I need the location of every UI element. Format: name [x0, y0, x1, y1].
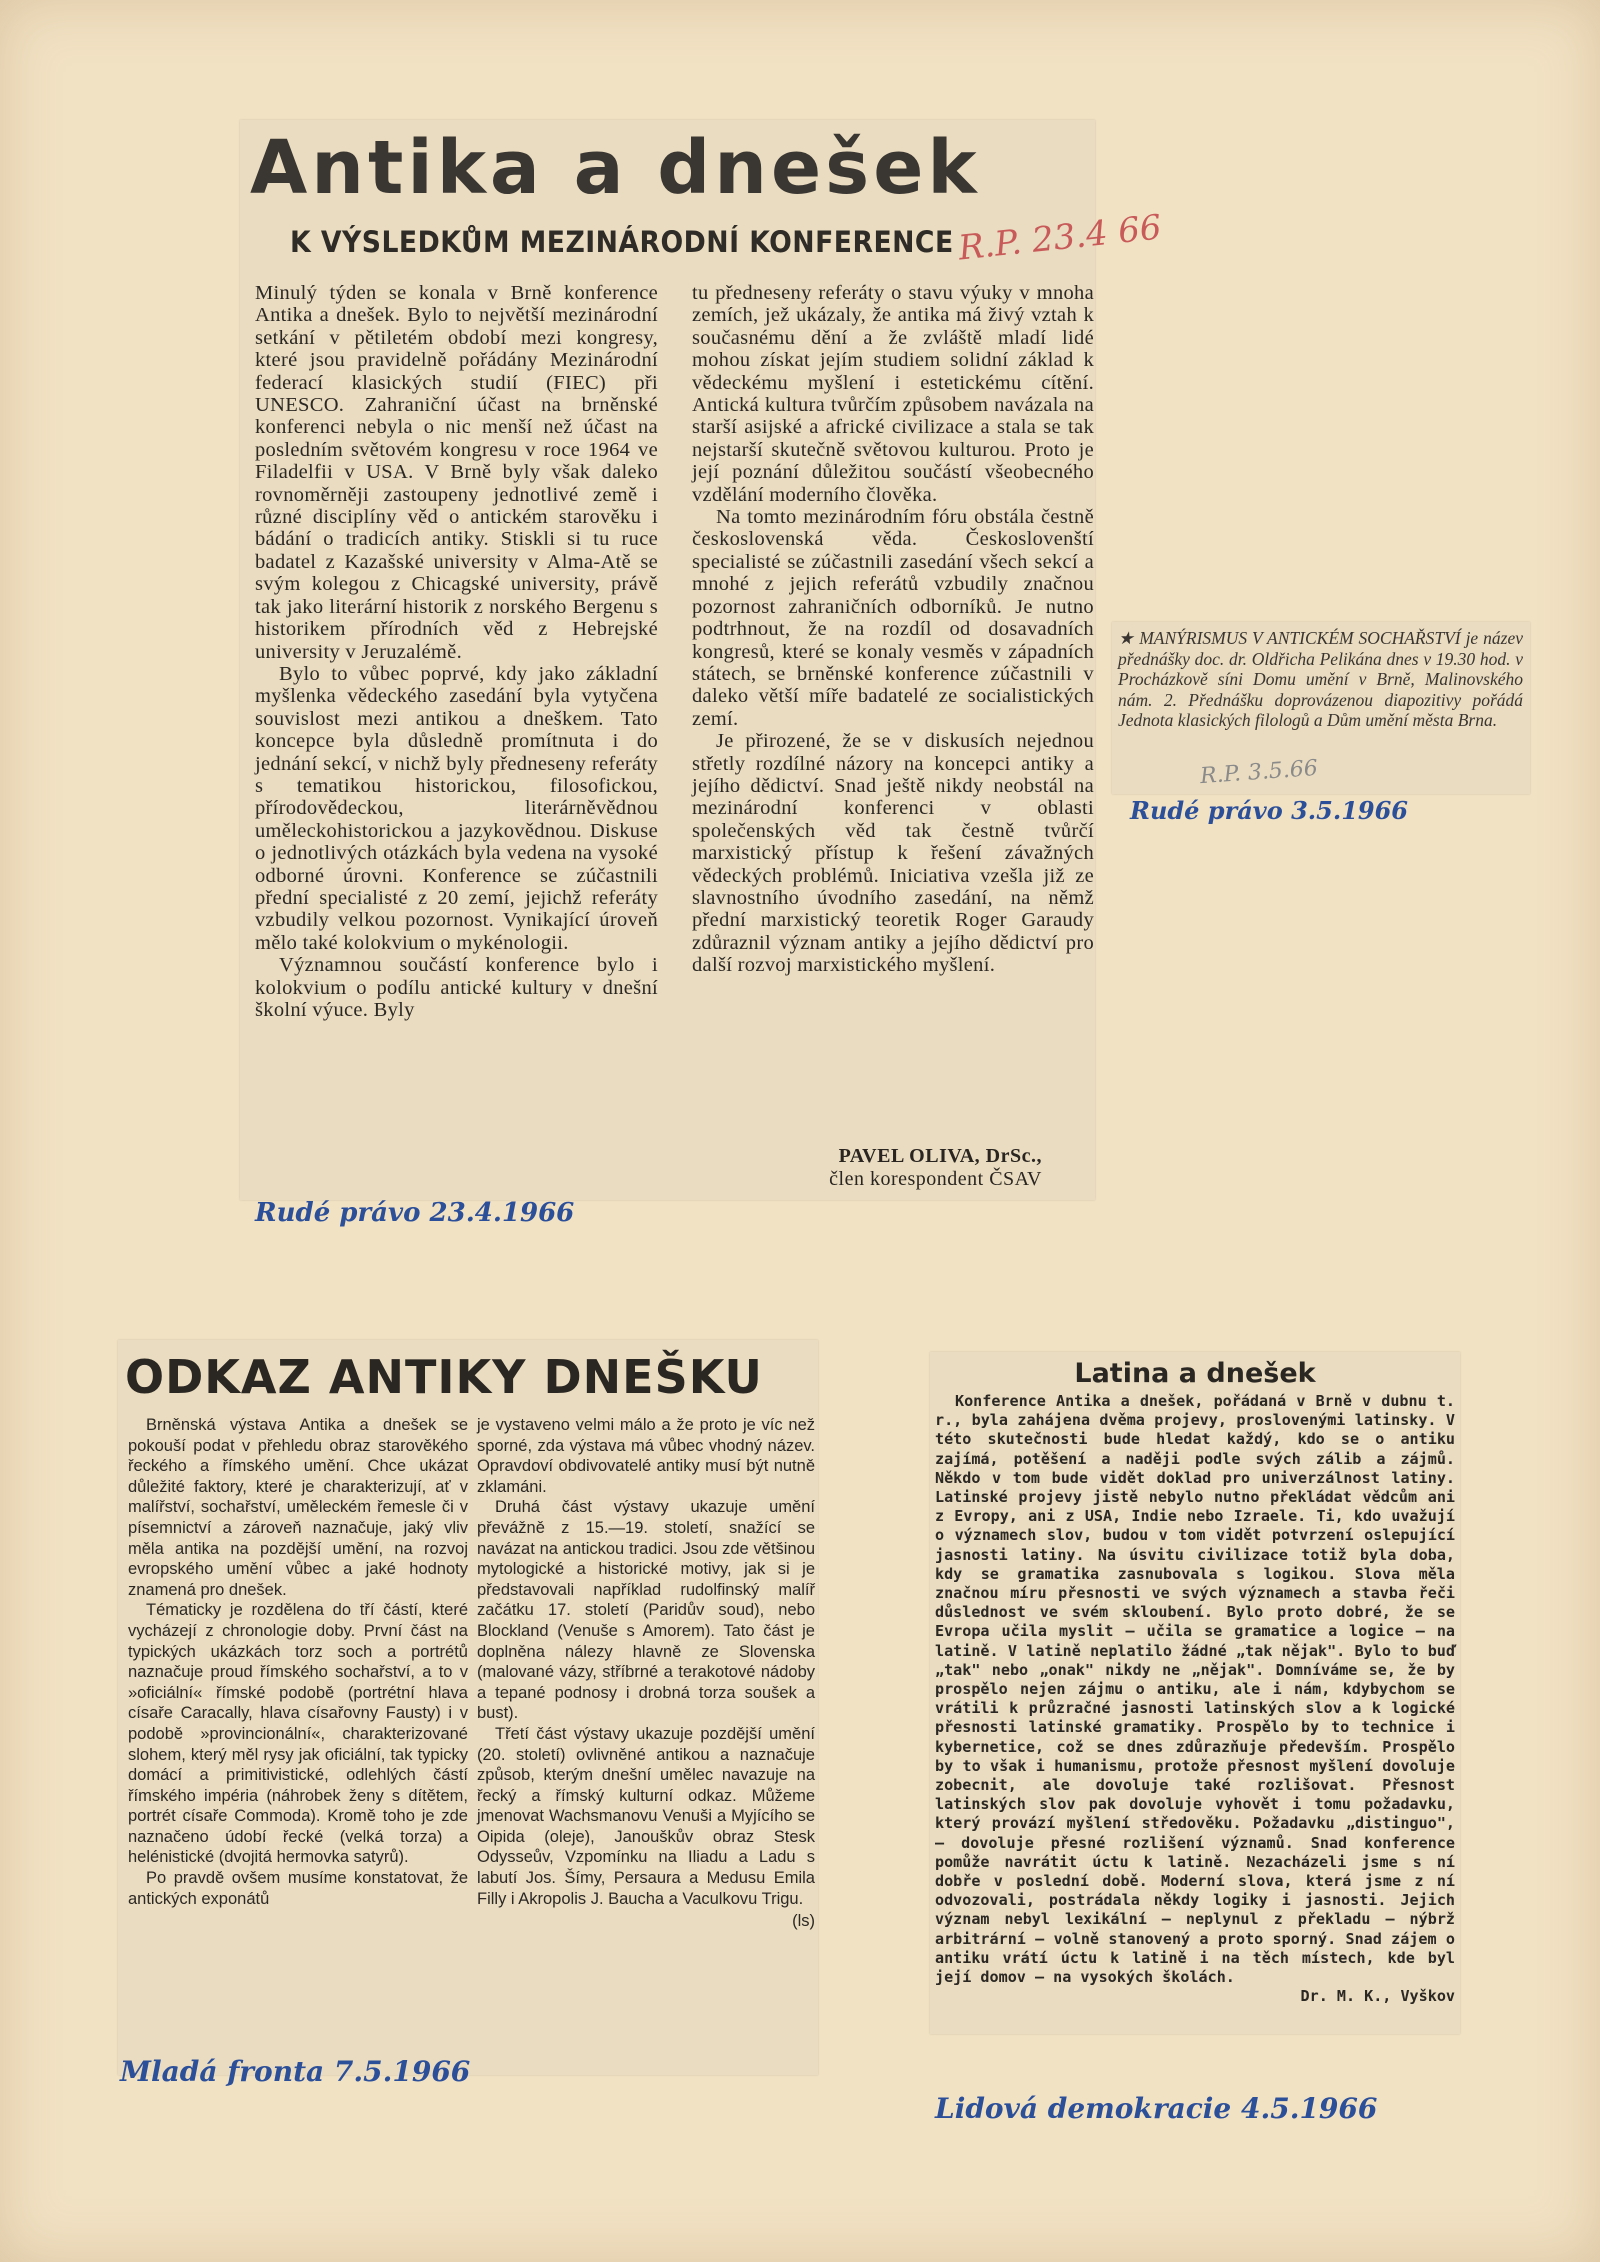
handwritten-source-rude-pravo: Rudé právo 23.4.1966	[255, 1198, 575, 1228]
handwritten-source-mlada-fronta: Mladá fronta 7.5.1966	[120, 2055, 471, 2088]
subheading-konference: K VÝSLEDKŮM MEZINÁRODNÍ KONFERENCE	[290, 225, 954, 259]
paragraph: Brněnská výstava Antika a dnešek se pokouší podat v přehledu obraz starověkého řeckého a římského umění. Chce ukázat důležité faktory, které je charakterizují, ať v malířství, sochařství, uměleckém řemesle či v písemnictví a zároveň naznačuje, jaký vliv měla antika na pozdější umění, na rozvoj evropského umění vůbec a jaké hodnoty znamená pro dnešek.	[128, 1416, 468, 1599]
headline-odkaz-antiky: ODKAZ ANTIKY DNEŠKU	[125, 1350, 763, 1404]
handwritten-source-rude-pravo-notice: Rudé právo 3.5.1966	[1130, 796, 1408, 825]
article3-author: Dr. M. K., Vyškov	[1300, 1987, 1455, 2006]
stamp-rp: R.P. 3.5.66	[1199, 755, 1319, 790]
paragraph: Po pravdě ovšem musíme konstatovat, že antických exponátů	[128, 1869, 468, 1908]
paragraph: Významnou součástí konference bylo i kolokvium o podílu antické kultury v dnešní školní výuce. Byly	[255, 954, 658, 1021]
paragraph: Konference Antika a dnešek, pořádaná v Brně v dubnu t. r., byla zahájena dvěma projevy, proslovenými latinsky. V této skutečnosti bude hledat každý, kdo se o antiku zajímá, potěšení a naději podle svých zálib a zájmů. Někdo v tom bude vidět doklad pro univerzálnost latiny. Latinské projevy jistě nebylo nutno překládat vědcům ani z Evropy, ani z USA, Indie nebo Izraele. Ti, kdo uvažují o významech slov, budou v tom vidět potvrzení oslepující jasnosti latiny. Na úsvitu civilizace totiž byla doba, kdy se gramatika zasnubovala s logikou. Slova měla značnou míru přesnosti ve svých významech a stavba řeči důslednost ve svém skloubení. Bylo proto dobré, že se Evropa učila myslit — učila se gramatice a logice — na latině. V latině neplatilo žádné „tak nějak". Bylo to buď „tak" nebo „onak" nikdy ne „nějak". Domníváme se, že by prospělo nejen zájmu o antiku, ale i nám, kdybychom se vrátili k průzračné jasnosti latinských slov a k logické přesnosti latinské gramatiky. Prospělo by to technice i kybernetice, což se dnes zdůrazňuje především. Prospělo by to však i humanismu, protože přesnost myšlení dovoluje zobecnit, ale dovoluje také rozlišovat. Přesnost latinských slov pak dovoluje vyhovět i tomu požadavku, který provází myšlení středověku. Požadavku „distinguo", — dovoluje přesné rozlišení významů. Snad konference pomůže navrátit úctu k latině. Nezacházeli jsme s ní dobře v poslední době. Moderní slova, která jsme z ní odvozovali, postrádala někdy logiky i jasnosti. Jejich význam nebyl lexikální — neplynul z překladu — nýbrž arbitrární — volně stanovený a proto sporný. Snad zájem o antiku vrátí úctu k latině i na těch místech, kde byl její domov — na vysokých školách.	[935, 1392, 1455, 1987]
handwritten-source-lidova-demokracie: Lidová demokracie 4.5.1966	[935, 2092, 1378, 2125]
paragraph: Je přirozené, že se v diskusích nejednou střetly rozdílné názory na koncepci antiky a jejího dědictví. Snad ještě nikdy neobstál na mezinárodní konferenci v oblasti společenských věd tak čestně tvůrčí marxistický přístup k řešení závažných vědeckých problémů. Iniciativa vzešla již ze slavnostního úvodního zasedání, na němž přední marxistický teoretik Roger Garaudy zdůraznil význam antiky a jejího dědictví pro další rozvoj marxistického myšlení.	[692, 730, 1094, 977]
paragraph: Minulý týden se konala v Brně konference Antika a dnešek. Bylo to největší mezinárodní setkání v pětiletém období mezi kongresy, které jsou pravidelně pořádány Mezinárodní federací klasických studií (FIEC) při UNESCO. Zahraniční účast na brněnské konferenci nebyla o nic menší než účast na posledním světovém kongresu v roce 1964 ve Filadelfii v USA. V Brně byly však daleko rovnoměrněji zastoupeny jednotlivé země i různé disciplíny věd o antickém starověku i bádání o tradicích antiky. Stiskli si tu ruce badatel z Kazašské university v Alma-Atě se svým kolegou z Chicagské university, právě tak jako literární historik z norského Bergenu s historikem přírodních věd z Hebrejské university v Jeruzalémě.	[255, 282, 658, 663]
headline-latina-a-dnesek: Latina a dnešek	[1074, 1358, 1316, 1389]
article3-body	[935, 1392, 1455, 2007]
author-title: člen korespondent ČSAV	[829, 1168, 1042, 1190]
paragraph: Tématicky je rozdělena do tří částí, které vycházejí z chronologie doby. První část na typických ukázkách torz soch a portrétů naznačuje proud římského sochařství, a to v »oficiální« římské podobě (portrétní hlava císaře Caracally, hlava císařovny Fausty) i v podobě »provincionální«, charakterizované slohem, který měl rysy jak oficiální, tak typicky domácí a primitivistické, odlehlých částí římského impéria (náhrobek ženy s dítětem, portrét císaře Commoda). Kromě toho je zde naznačeno údobí řecké (velká torza) a helénistické (dvojitá hermovka satyrů).	[128, 1601, 468, 1867]
paragraph: je vystaveno velmi málo a že proto je víc než sporné, zda výstava má vůbec vhodný název. Opravdoví obdivovatelé antiky musí být nutně zklamáni.	[477, 1416, 815, 1496]
paragraph: Druhá část výstavy ukazuje umění převážně z 15.—19. století, snažící se navázat na antickou tradici. Jsou zde většinou mytologické a historické motivy, jak si je představovali například rudolfinský malíř začátku 17. století (Paridův soud), nebo Blockland (Venuše s Amorem). Tato část je doplněna nálezy hlavně ze Slovenska (malované vázy, stříbrné a terakotové nádoby a tepané podnosy i drobná torza soušek a bust).	[477, 1498, 815, 1723]
paragraph: Na tomto mezinárodním fóru obstála čestně československá věda. Českoslovenští specialisté se zúčastnili zasedání všech sekcí a mnohé z jejich referátů vzbudily značnou pozornost zahraničních odborníků. Je nutno podtrhnout, že na rozdíl od dosavadních kongresů, které se konaly vesměs v západních státech, se brněnské konference zúčastnili v daleko větší míře badatelé ze socialistických zemí.	[692, 506, 1094, 730]
article2-column-2	[477, 1415, 815, 1932]
article1-author	[692, 1145, 1042, 1191]
notice-manyrismus: ★ MANÝRISMUS V ANTICKÉM SOCHAŘSTVÍ je název přednášky doc. dr. Oldřicha Pelikána dnes v 19.30 hod. v Procházkově síni Domu umění v Brně, Malinovského nám. 2. Přednášku doprovázenou diapozitivy pořádá Jednota klasických filologů a Dům umění města Brna.	[1118, 628, 1523, 730]
article1-column-1	[255, 282, 658, 1021]
headline-antika-a-dnesek: Antika a dnešek	[250, 125, 981, 211]
article2-author: (ls)	[792, 1912, 815, 1931]
paragraph: Třetí část výstavy ukazuje pozdější umění (20. století) ovlivněné antikou a naznačuje způsob, kterým dnešní umělec navazuje na řecký a římský kulturní odkaz. Můžeme jmenovat Wachsmanovu Venuši a Myjícího se Oipida (oleje), Janouškův obraz Stesk Odysseův, Vzpomínku na Iliadu a Ladu s labutí Jos. Šímy, Persaura a Medusu Emila Filly i Akropolis J. Baucha a Vaculkovu Trigu.	[477, 1724, 815, 1908]
article1-column-2	[692, 282, 1094, 977]
paragraph: tu předneseny referáty o stavu výuky v mnoha zemích, jež ukázaly, že antika má živý vztah k současnému dění a že zvláště mladí lidé mohou získat jejím studiem solidní základ k vědeckému myšlení i estetickému cítění. Antická kultura tvůrčím způsobem navázala na starší asijské a africké civilizace a stala se tak nejstarší skutečně světovou kulturou. Proto je její poznání důležitou součástí všeobecného vzdělání moderního člověka.	[692, 282, 1094, 506]
handwritten-margin-note: R.P. 23.4 66	[956, 207, 1164, 269]
article2-column-1	[128, 1415, 468, 1909]
author-name: PAVEL OLIVA, DrSc.,	[838, 1145, 1042, 1167]
paragraph: Bylo to vůbec poprvé, kdy jako základní myšlenka vědeckého zasedání byla vytyčena souvislost mezi antikou a dneškem. Tato koncepce byla důsledně promítnuta i do jednání sekcí, v nichž byly předneseny referáty s tematikou historickou, filosofickou, přírodovědeckou, literárněvědnou uměleckohistorickou a jazykovědnou. Diskuse o jednotlivých otázkách byla vedena na vysoké odborné úrovni. Konference se zúčastnili přední specialisté z 20 zemí, jejichž referáty vzbudily velkou pozornost. Vynikající úroveň mělo také kolokvium o mykénologii.	[255, 662, 658, 954]
